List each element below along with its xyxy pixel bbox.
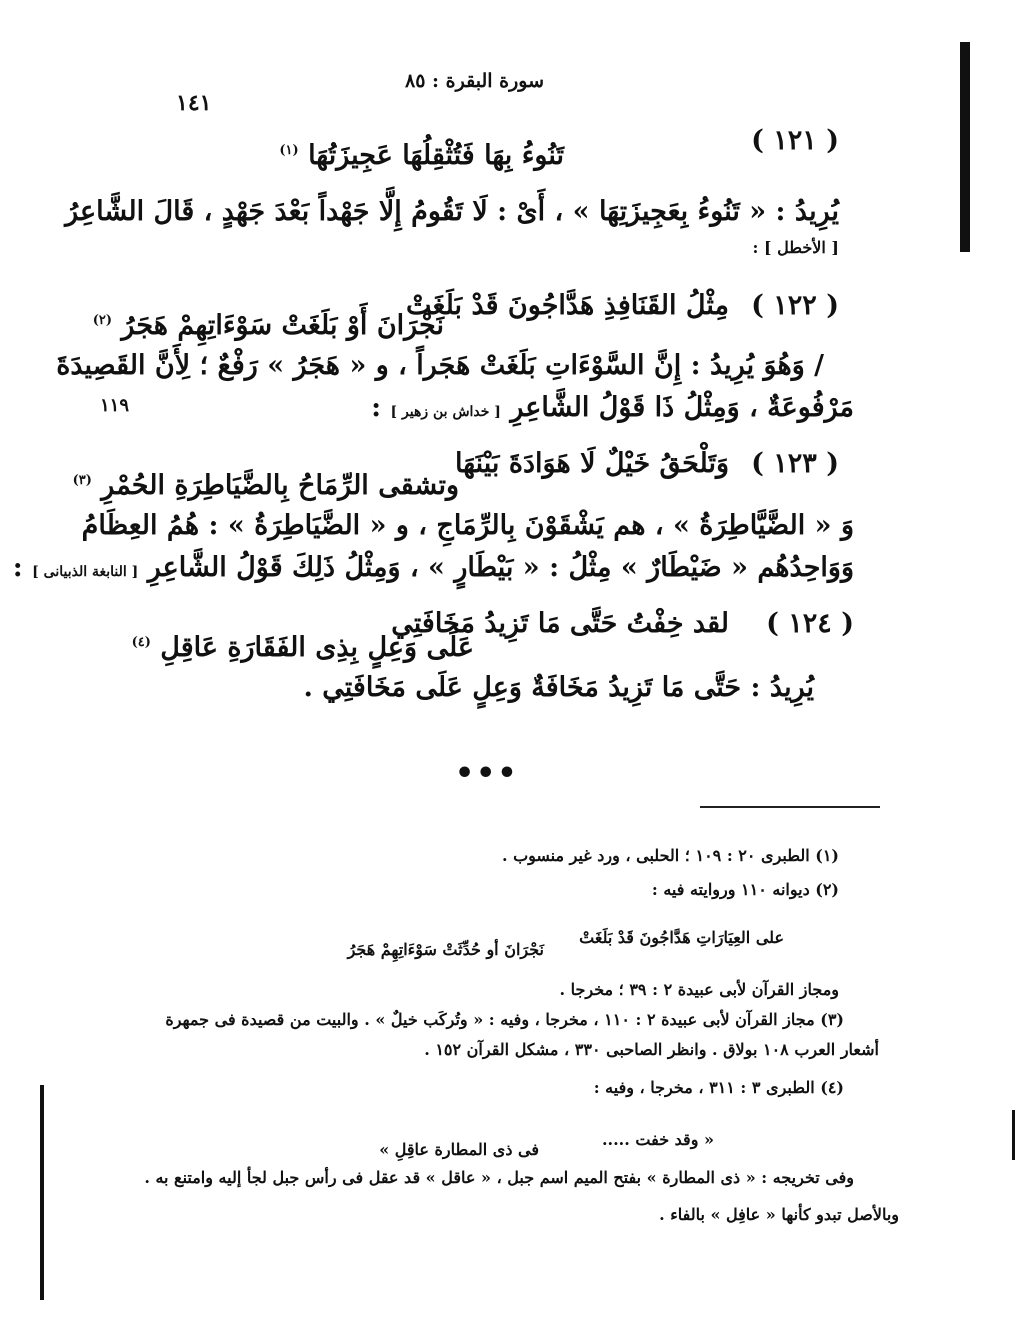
paragraph-3-line-2: وَوَاحِدُهُم « ضَيْطَارٌ » مِثْلُ : « بَيْطَارٍ » ، وَمِثْلُ ذَلِكَ قَوْلُ الشَّاعِرِ [ النابغة الذبيانى ] : <box>12 552 854 583</box>
verse-122-number: ( ١٢٢ ) <box>751 290 839 321</box>
footnote-4-verse-hemistich-2: فى ذى المطارة عاقِلِ » <box>379 1140 539 1159</box>
poet-attribution-khidash: [ خداش بن زهير ] <box>390 404 501 420</box>
footnote-2-verse-hemistich-1: على العِيَارَاتِ هَدَّاجُونَ قَدْ بَلَغَتْ <box>579 928 784 947</box>
verse-122-hemistich-1: مِثْلُ القَنَافِذِ هَدَّاجُونَ قَدْ بَلَغَتْ <box>406 290 729 321</box>
verse-121-text: تَنُوءُ بِهَا فَتُثْقِلُهَا عَجِيزَتُهَا $^{(١)}$ <box>279 140 564 171</box>
running-title: سورة البقرة : ٨٥ <box>405 70 544 92</box>
margin-page-number: ١١٩ <box>100 395 130 416</box>
footnote-4-line-2: وفى تخريجه : « ذى المطارة » بفتح الميم اسم جبل ، « عاقل » قد عقل فى رأس جبل لجأ إليه وامتنع به . <box>144 1168 854 1187</box>
paragraph-2-line-1: / وَهُوَ يُرِيدُ : إِنَّ السَّوْءَاتِ بَلَغَتْ هَجَراً ، و « هَجَرُ » رَفْعٌ ؛ لِأَنَّ القَصِيدَةَ <box>56 350 824 381</box>
verse-124-number: ( ١٢٤ ) <box>766 608 854 639</box>
verse-124-hemistich-1: لقد خِفْتُ حَتَّى مَا تَزِيدُ مَخَافَتِي <box>391 608 729 639</box>
footnote-2-continuation: ومجاز القرآن لأبى عبيدة ٢ : ٣٩ ؛ مخرجا . <box>559 980 839 999</box>
verse-122-hemistich-2: نَجْرَانَ أَوْ بَلَغَتْ سَوْءَاتِهِمْ هَجَرُ $^{(٢)}$ <box>92 310 444 341</box>
paragraph-3-line-1: وَ « الضَّيَّاطِرَةُ » ، هم يَشْقَوْنَ بِالرِّمَاجِ ، و « الضَّيَاطِرَةُ » : هُمُ العِظَامُ <box>81 510 854 541</box>
footnote-3-line-2: أشعار العرب ١٠٨ بولاق . وانظر الصاحبى ٣٣٠ ، مشكل القرآن ١٥٢ . <box>424 1040 879 1059</box>
footnote-4-line-3: وبالأصل تبدو كأنها « عافِل » بالفاء . <box>659 1205 899 1224</box>
verse-123-number: ( ١٢٣ ) <box>751 448 839 479</box>
footnote-3-line-1: (٣) مجاز القرآن لأبى عبيدة ٢ : ١١٠ ، مخرجا ، وفيه : « وتُركَب خيلٌ » . والبيت من قصيدة فى جمهرة <box>165 1010 844 1029</box>
section-separator: ••• <box>455 756 519 791</box>
paragraph-4-line-1: يُرِيدُ : حَتَّى مَا تَزِيدُ مَخَافَةٌ وَعِلٍ عَلَى مَخَافَتِي . <box>303 672 814 703</box>
paragraph-1-line-1: يُرِيدُ : « تَنُوءُ بِعَجِيزَتِهَا » ، أَىْ : لَا تَقُومُ إِلَّا جَهْداً بَعْدَ جَهْدٍ ، قَالَ الشَّاعِرُ <box>65 196 839 227</box>
footnote-2: (٢) ديوانه ١١٠ وروايته فيه : <box>651 880 839 899</box>
paragraph-1-line-2: [ الأخطل ] : <box>752 238 839 257</box>
paragraph-2-line-2: مَرْفُوعَةٌ ، وَمِثْلُ ذَا قَوْلُ الشَّاعِرِ [ خداش بن زهير ] : <box>371 392 854 423</box>
footnote-2-verse-hemistich-2: نَجْرَانَ أو حُدِّثَتْ سَوْءَاتِهِمْ هَجَرُ <box>347 940 544 959</box>
verse-123-hemistich-1: وَتَلْحَقُ خَيْلٌ لَا هَوَادَةَ بَيْنَهَا <box>454 448 729 479</box>
scan-edge-bottom-right <box>1012 1110 1015 1160</box>
page-number: ١٤١ <box>176 90 212 116</box>
footnote-4-line-1: (٤) الطبرى ٣ : ٣١١ ، مخرجا ، وفيه : <box>593 1078 844 1097</box>
footnote-4-verse-hemistich-1: « وقد خفت ..... <box>601 1130 714 1149</box>
scan-edge-bottom-left <box>40 1085 44 1300</box>
poet-attribution-nabigha: [ النابغة الذبيانى ] <box>32 564 139 580</box>
verse-124-hemistich-2: عَلَى وَعِلٍ بِذِى الفَقَارَةِ عَاقِلِ $^{(٤)}$ <box>131 632 474 663</box>
verse-123-hemistich-2: وتشقى الرِّمَاحُ بِالضَّيَاطِرَةِ الحُمْرِ $^{(٣)}$ <box>72 470 459 501</box>
scan-edge-top-right <box>960 42 970 252</box>
footnote-1: (١) الطبرى ٢٠ : ١٠٩ ؛ الحلبى ، ورد غير منسوب . <box>501 846 839 865</box>
verse-121-number: ( ١٢١ ) <box>751 125 839 156</box>
footnote-rule <box>700 806 880 808</box>
